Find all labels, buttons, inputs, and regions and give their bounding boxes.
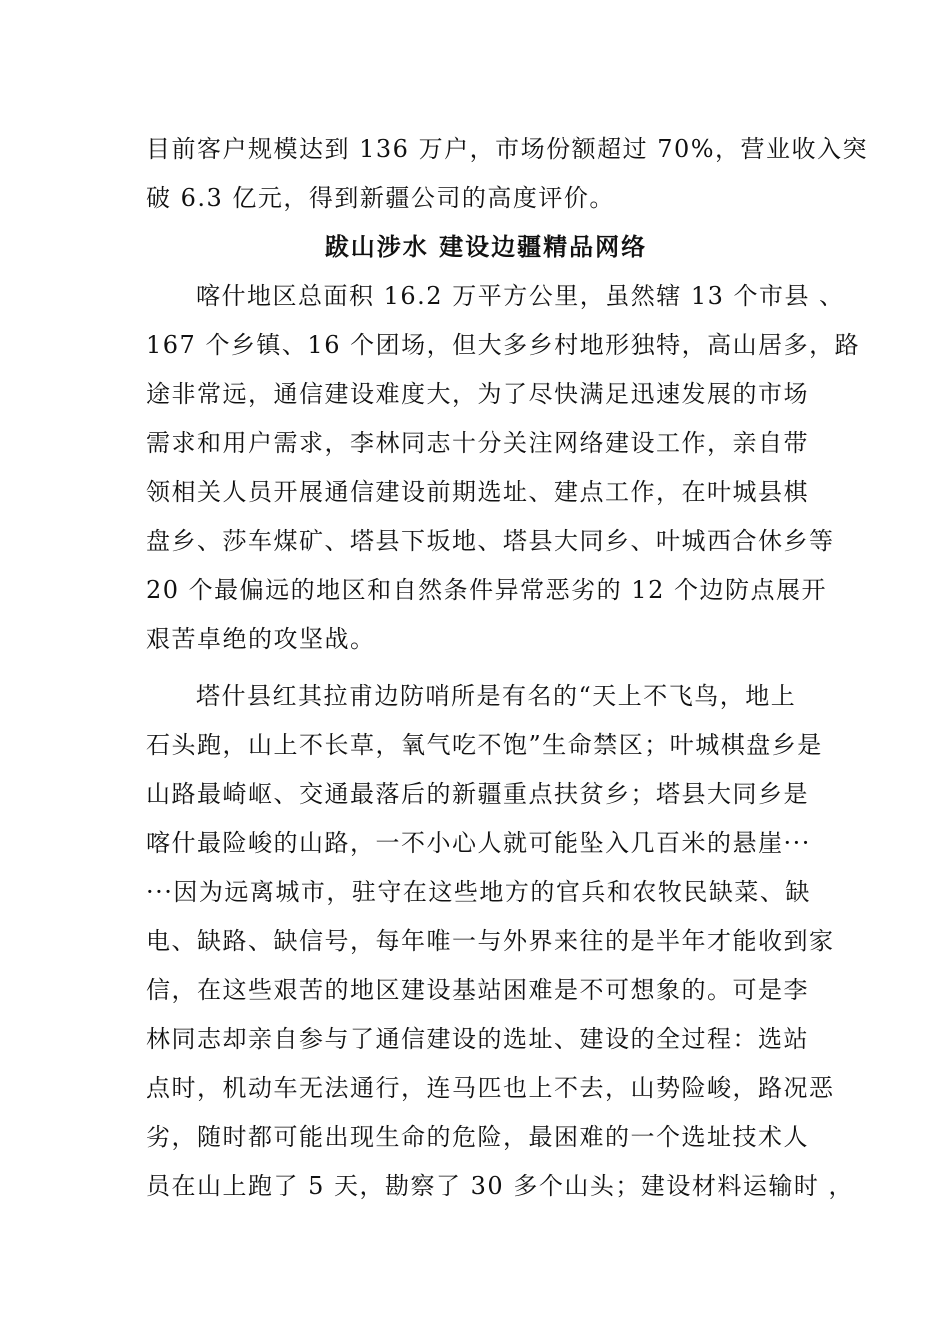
paragraph-2 [146,672,854,1211]
paragraph-line: 艰苦卓绝的攻坚战。 [146,625,376,653]
paragraph-line: 167 个乡镇、16 个团场，但大多乡村地形独特，高山居多，路 [146,331,861,359]
document-page [146,125,869,1211]
paragraph-gap [146,664,826,672]
paragraph-1 [146,272,861,664]
paragraph-line: 20 个最偏远的地区和自然条件异常恶劣的 12 个边防点展开 [146,576,827,604]
paragraph-line: 劣，随时都可能出现生命的危险，最困难的一个选址技术人 [146,1123,809,1151]
paragraph-line: 领相关人员开展通信建设前期选址、建点工作，在叶城县棋 [146,478,809,506]
paragraph-line: 员在山上跑了 5 天，勘察了 30 多个山头；建设材料运输时 ， [146,1172,854,1200]
paragraph-line: 信，在这些艰苦的地区建设基站困难是不可想象的。可是李 [146,976,809,1004]
paragraph-line: 喀什地区总面积 16.2 万平方公里，虽然辖 13 个市县 、 [196,282,845,310]
intro-line: 破 6.3 亿元，得到新疆公司的高度评价。 [146,184,615,212]
paragraph-line: 盘乡、莎车煤矿、塔县下坂地、塔县大同乡、叶城西合休乡等 [146,527,835,555]
section-title: 跋山涉水 建设边疆精品网络 [324,233,648,261]
paragraph-line: 塔什县红其拉甫边防哨所是有名的“天上不飞鸟，地上 [196,682,797,710]
paragraph-line: 林同志却亲自参与了通信建设的选址、建设的全过程：选站 [146,1025,809,1053]
intro-line: 目前客户规模达到 136 万户，市场份额超过 70%，营业收入突 [146,135,869,163]
paragraph-line: 山路最崎岖、交通最落后的新疆重点扶贫乡；塔县大同乡是 [146,780,809,808]
paragraph-line: 点时，机动车无法通行，连马匹也上不去，山势险峻，路况恶 [146,1074,835,1102]
paragraph-line: 途非常远，通信建设难度大，为了尽快满足迅速发展的市场 [146,380,809,408]
paragraph-line: ···因为远离城市，驻守在这些地方的官兵和农牧民缺菜、缺 [146,878,811,906]
paragraph-line: 喀什最险峻的山路，一不小心人就可能坠入几百米的悬崖··· [146,829,811,857]
paragraph-line: 电、缺路、缺信号，每年唯一与外界来往的是半年才能收到家 [146,927,835,955]
paragraph-line: 石头跑，山上不长草，氧气吃不饱”生命禁区；叶城棋盘乡是 [146,731,823,759]
paragraph-line: 需求和用户需求，李林同志十分关注网络建设工作，亲自带 [146,429,809,457]
